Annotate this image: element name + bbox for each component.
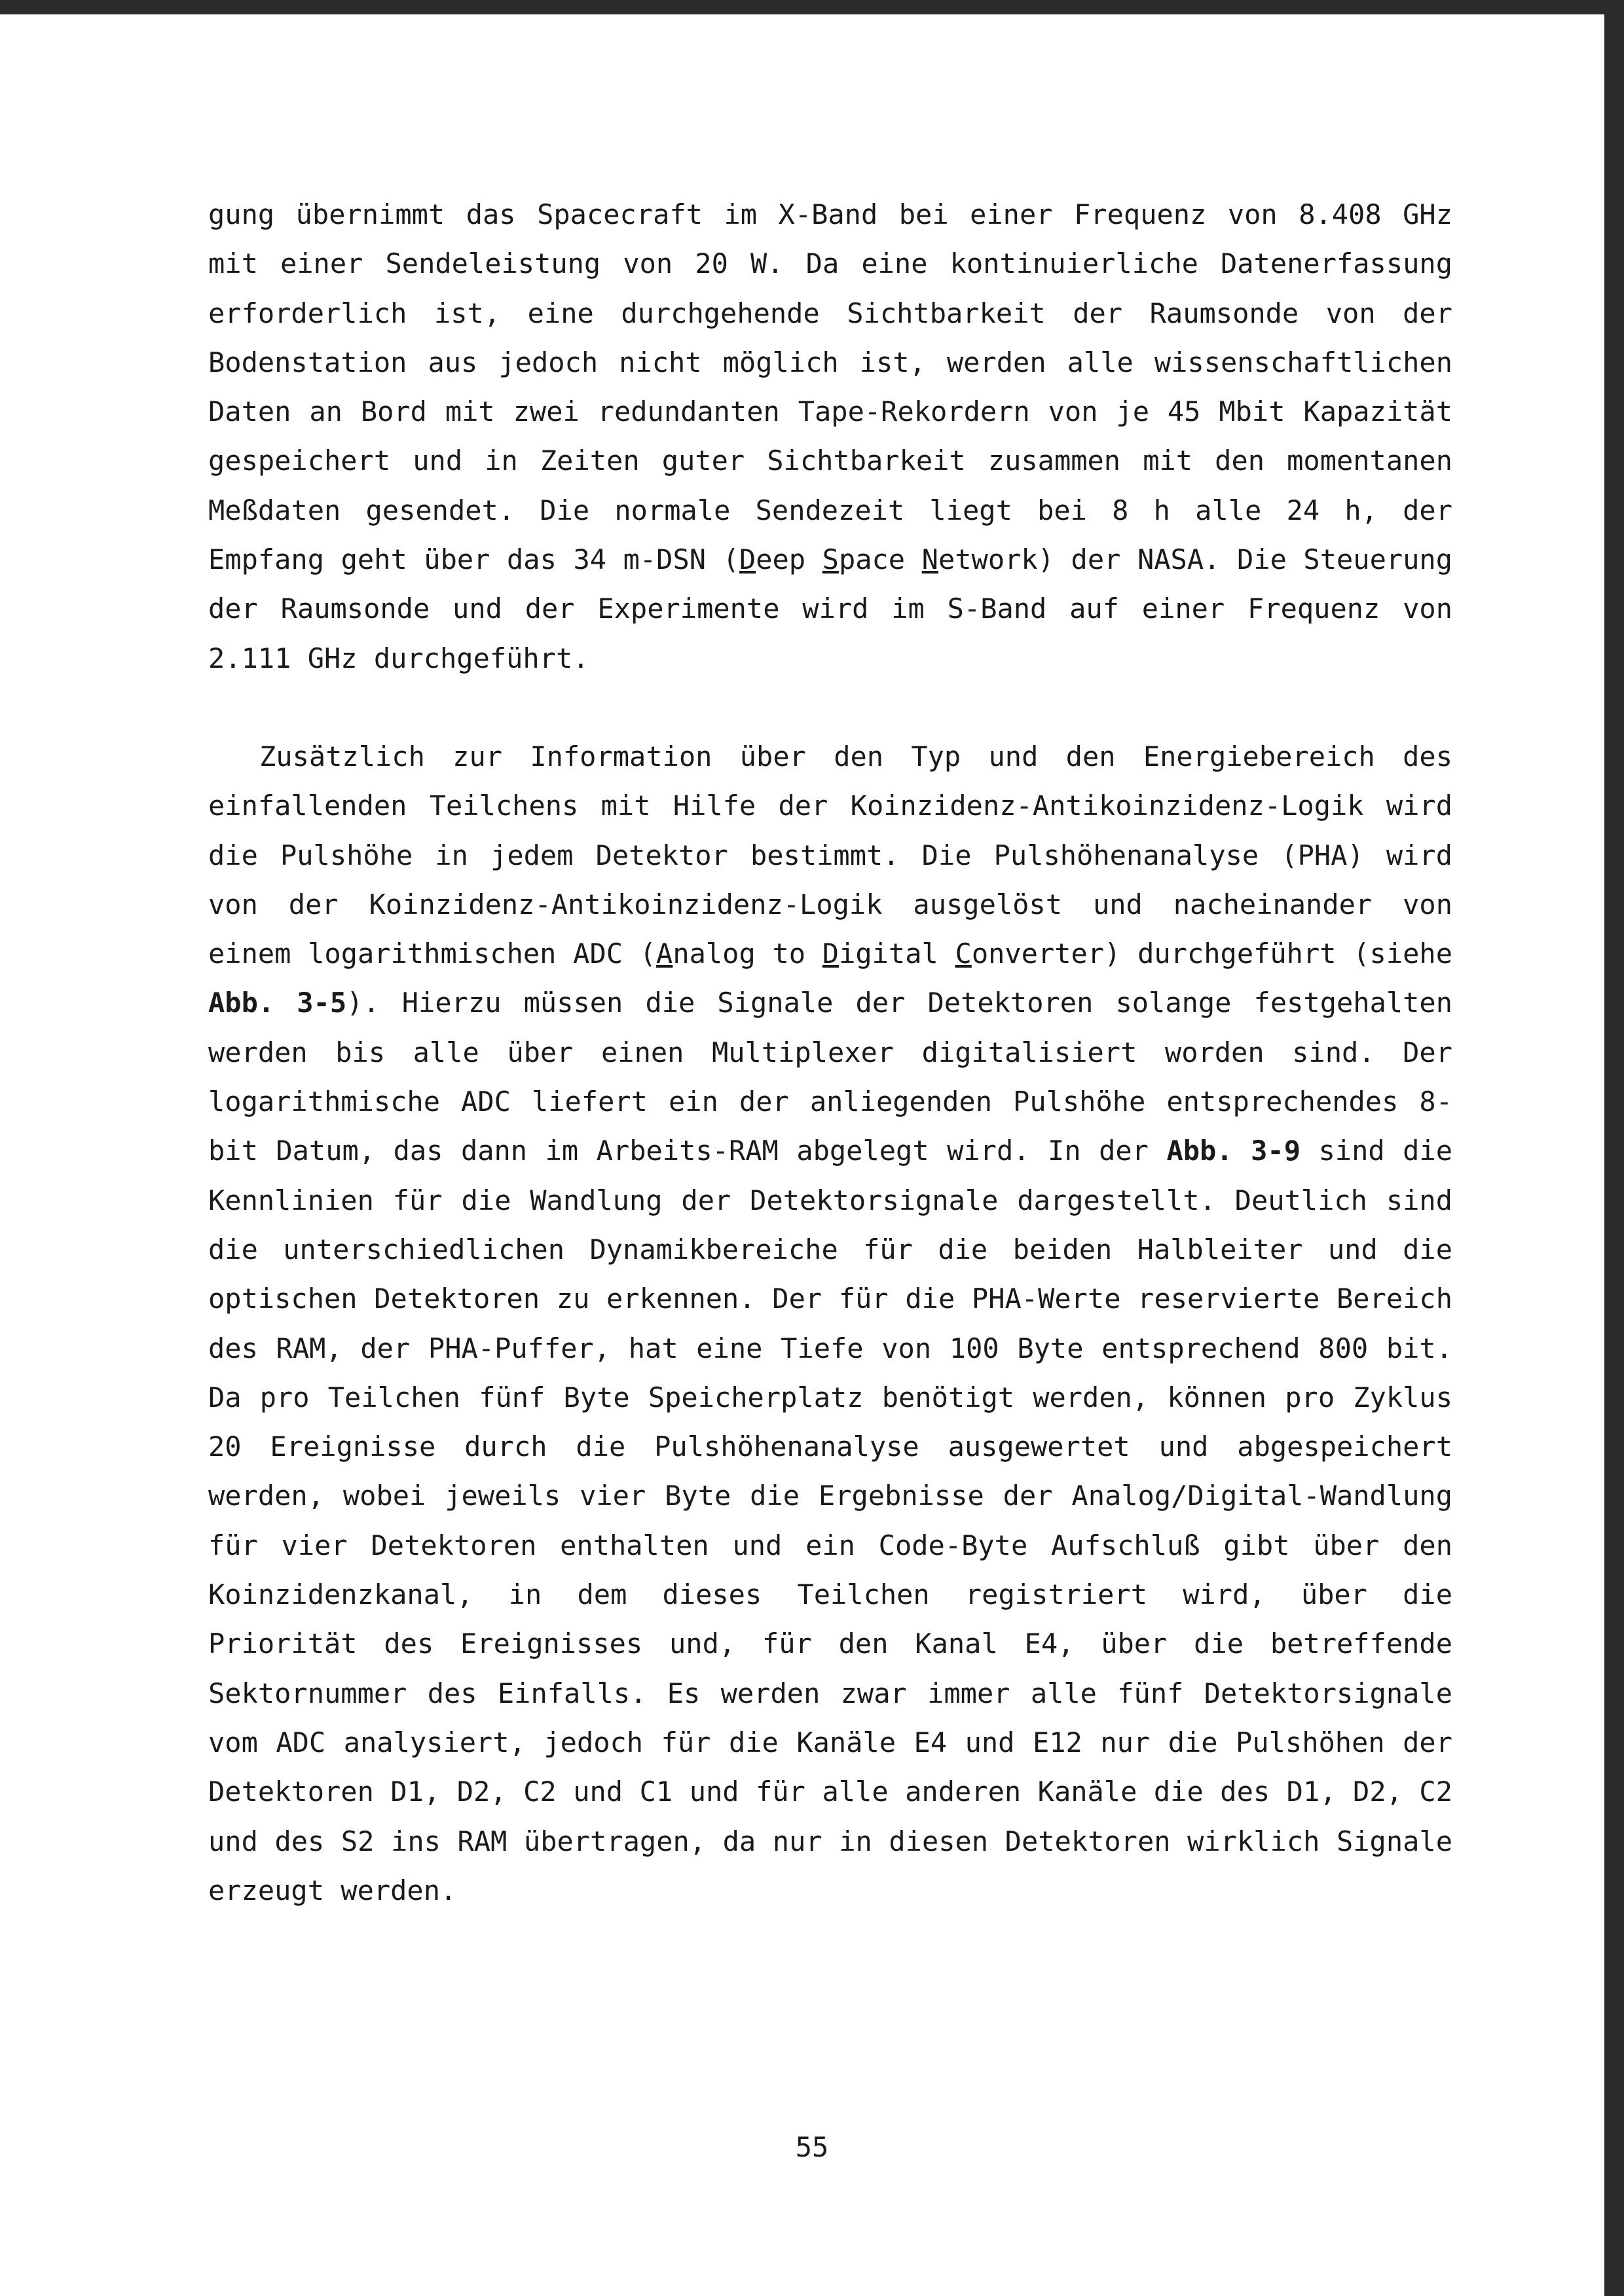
text-eep: eep xyxy=(756,543,822,576)
scan-border-top xyxy=(0,0,1624,14)
paragraph-1-text-start: gung übernimmt das Spacecraft im X-Band bei einer Frequenz von 8.408 GHz mit einer Sendeleistung von 20 W. Da eine kontinuierliche Datenerfassung erforderlich ist, eine durchgehende Sichtbarkeit der Raumsonde von der Bodenstation aus jedoch nicht möglich ist, werden alle wissenschaftlichen Daten an Bord mit zwei redundanten Tape-Rekordern von je 45 Mbit Kapazität gespeichert und in Zeiten guter Sichtbarkeit zusammen mit den momentanen Meßdaten gesendet. Die normale Sendezeit liegt bei 8 h alle 24 h, der Empfang geht über das 34 m-DSN ( xyxy=(208,198,1452,576)
page-number: 55 xyxy=(795,2131,829,2163)
text-nalog: nalog to xyxy=(673,938,822,970)
paragraph-1-text-end: etwork) der NASA. Die Steuerung der Raumsonde und der Experimente wird im S-Band auf einer Frequenz von 2.111 GHz durchgeführt. xyxy=(208,543,1453,674)
text-onverter: onverter) durchgeführt (siehe xyxy=(971,938,1452,970)
underlined-letter-s: S xyxy=(822,543,839,576)
body-text xyxy=(208,190,1452,1915)
paragraph-1 xyxy=(208,190,1452,683)
figure-reference-3-9: Abb. 3-9 xyxy=(1166,1135,1301,1167)
figure-reference-3-5: Abb. 3-5 xyxy=(208,987,347,1019)
underlined-letter-n: N xyxy=(921,543,938,576)
scan-border-right xyxy=(1604,0,1624,2296)
text-igital: igital xyxy=(839,938,955,970)
underlined-letter-c: C xyxy=(955,938,972,970)
paragraph-2-text-end: sind die Kennlinien für die Wandlung der Detektorsignale dargestellt. Deutlich sind die unterschiedlichen Dynamikbereiche für die beiden Halbleiter und die optischen Detektoren zu erkennen. Der für die PHA-Werte reservierte Bereich des RAM, der PHA-Puffer, hat eine Tiefe von 100 Byte entsprechend 800 bit. Da pro Teilchen fünf Byte Speicherplatz benötigt werden, können pro Zyklus 20 Ereignisse durch die Pulshöhenanalyse ausgewertet und abgespeichert werden, wobei jeweils vier Byte die Ergebnisse der Analog/Digital-Wandlung für vier Detektoren enthalten und ein Code-Byte Aufschluß gibt über den Koinzidenzkanal, in dem dieses Teilchen registriert wird, über die Priorität des Ereignisses und, für den Kanal E4, über die betreffende Sektornummer des Einfalls. Es werden zwar immer alle fünf Detektorsignale vom ADC analysiert, jedoch für die Kanäle E4 und E12 nur die Pulshöhen der Detektoren D1, D2, C2 und C1 und für alle anderen Kanäle die des D1, D2, C2 und des S2 ins RAM übertragen, da nur in diesen Detektoren wirklich Signale erzeugt werden. xyxy=(208,1135,1453,1906)
paragraph-2 xyxy=(208,732,1452,1915)
paragraph-2-text-middle: ). Hierzu müssen die Signale der Detektoren solange festgehalten werden bis alle über einen Multiplexer digitalisiert worden sind. Der logarithmische ADC liefert ein der anliegenden Pulshöhe entsprechendes 8-bit Datum, das dann im Arbeits-RAM abgelegt wird. In der xyxy=(208,987,1453,1167)
paragraph-2-text-start: Zusätzlich zur Information über den Typ und den Energiebereich des einfallenden Teilchens mit Hilfe der Koinzidenz-Antikoinzidenz-Logik wird die Pulshöhe in jedem Detektor bestimmt. Die Pulshöhenanalyse (PHA) wird von der Koinzidenz-Antikoinzidenz-Logik ausgelöst und nacheinander von einem logarithmischen ADC ( xyxy=(208,740,1452,970)
underlined-letter-d: D xyxy=(739,543,756,576)
text-pace: pace xyxy=(838,543,922,576)
underlined-letter-d2: D xyxy=(822,938,840,970)
underlined-letter-a: A xyxy=(656,938,673,970)
